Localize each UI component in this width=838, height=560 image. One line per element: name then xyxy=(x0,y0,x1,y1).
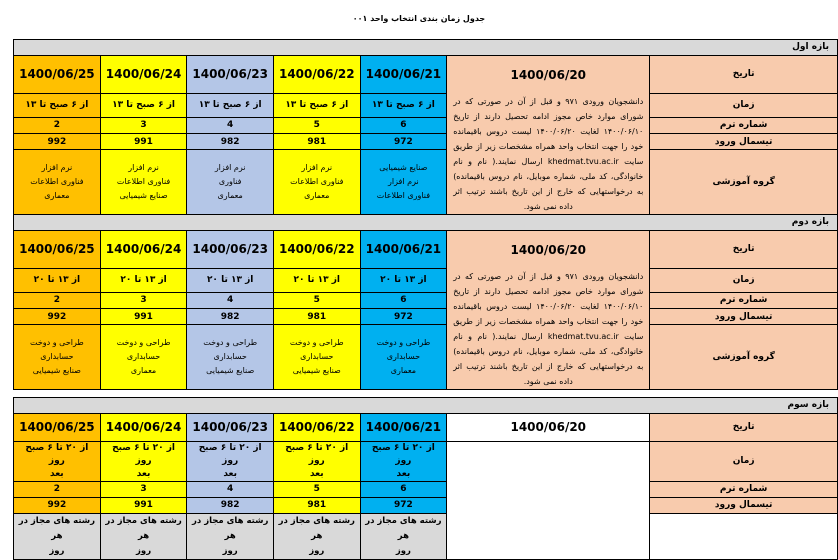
label-term: شماره ترم xyxy=(650,481,838,497)
term-cell: 5 xyxy=(273,292,360,308)
group-name: حسابداری xyxy=(300,351,334,361)
group-name: حسابداری xyxy=(213,351,247,361)
table-row xyxy=(14,133,838,149)
group-name: معماری xyxy=(44,190,70,200)
time-cell: از ۱۳ تا ۲۰ xyxy=(187,268,274,292)
date-cell: 1400/06/23 xyxy=(187,413,274,441)
group-cell xyxy=(360,150,447,214)
term-cell: 3 xyxy=(100,117,187,133)
restrict-line: رشته های مجاز در هر xyxy=(278,515,355,541)
time-cell: از ۱۳ تا ۲۰ xyxy=(273,268,360,292)
term-cell: 5 xyxy=(273,481,360,497)
time-line: از ۲۰ تا ۶ صبح روز xyxy=(25,442,89,466)
label-group: گروه آموزشی xyxy=(650,150,838,214)
period-title: بازه اول xyxy=(14,39,838,55)
restrict-line: روز xyxy=(49,545,65,556)
date-cell: 1400/06/25 xyxy=(14,55,101,93)
group-cell xyxy=(273,325,360,389)
group-name: معماری xyxy=(130,365,157,375)
table-row xyxy=(14,513,838,559)
time-cell: از ۱۳ تا ۲۰ xyxy=(100,268,187,292)
group-name: فناوری اطلاعات xyxy=(116,176,171,186)
restrict-cell xyxy=(187,513,274,559)
time-line: بعد xyxy=(309,468,324,479)
restrict-cell xyxy=(360,513,447,559)
label-entry: تیسمال ورود xyxy=(650,497,838,513)
group-cell xyxy=(187,150,274,214)
table-row xyxy=(14,497,838,513)
group-name: نرم افزار xyxy=(41,162,73,172)
table-row xyxy=(14,55,838,93)
term-cell: 6 xyxy=(360,481,447,497)
date-cell: 1400/06/24 xyxy=(100,55,187,93)
restrict-cell xyxy=(100,513,187,559)
side-notice-text: دانشجویان ورودی ۹۷۱ و قبل از آن در صورتی که در شورای موارد خاص مجوز ادامه تحصیل دارند از تاریخ ۱۴۰۰/۰۶/۱۰ لغایت ۱۴۰۰/۰۶/۲۰ لیست دروس باقیمانده خود را جهت انتخاب واحد همراه مشخصات زیر از طریق سایت khedmat.tvu.ac.ir ارسال نمایند.( نام و نام خانوادگی، کد ملی، شماره موبایل، نام دروس باقیمانده) به درخواستهایی که خارج از این تاریخ باشند ترتیب اثر داده نمی شود. xyxy=(453,271,644,386)
schedule-table xyxy=(13,31,838,560)
entry-cell: 981 xyxy=(273,133,360,149)
group-cell xyxy=(187,325,274,389)
entry-cell: 982 xyxy=(187,308,274,324)
table-row xyxy=(14,93,838,117)
blank-cell xyxy=(447,441,650,559)
time-cell: از ۶ صبح تا ۱۳ xyxy=(273,93,360,117)
time-line: از ۲۰ تا ۶ صبح روز xyxy=(198,442,262,466)
group-name: معماری xyxy=(217,190,243,200)
group-name: نرم افزار xyxy=(388,176,419,186)
group-name: صنایع شیمیایی xyxy=(119,190,168,200)
term-cell: 2 xyxy=(14,117,101,133)
entry-cell: 972 xyxy=(360,497,447,513)
time-cell: از ۶ صبح تا ۱۳ xyxy=(187,93,274,117)
table-row xyxy=(14,413,838,441)
restrict-line: روز xyxy=(222,545,238,556)
restrict-line: رشته های مجاز در هر xyxy=(365,515,442,541)
group-cell xyxy=(100,150,187,214)
group-cell xyxy=(14,150,101,214)
side-date: 1400/06/20 xyxy=(510,67,587,82)
entry-cell: 991 xyxy=(100,308,187,324)
label-entry: تیسمال ورود xyxy=(650,308,838,324)
group-name: صنایع شیمیایی xyxy=(32,365,81,375)
entry-cell: 982 xyxy=(187,497,274,513)
side-panel xyxy=(447,55,650,214)
date-cell: 1400/06/23 xyxy=(187,230,274,268)
time-line: بعد xyxy=(50,468,64,479)
label-entry: تیسمال ورود xyxy=(650,133,838,149)
date-cell: 1400/06/24 xyxy=(100,230,187,268)
time-line: از ۲۰ تا ۶ صبح روز xyxy=(285,442,349,466)
table-row xyxy=(14,268,838,292)
date-cell: 1400/06/22 xyxy=(273,230,360,268)
term-cell: 2 xyxy=(14,481,101,497)
entry-cell: 981 xyxy=(273,308,360,324)
date-cell: 1400/06/21 xyxy=(360,413,447,441)
time-cell: از ۶ صبح تا ۱۳ xyxy=(14,93,101,117)
label-date: تاریخ xyxy=(650,413,838,441)
group-name: حسابداری xyxy=(386,351,421,361)
table-row xyxy=(14,150,838,214)
date-cell: 1400/06/21 xyxy=(360,230,447,268)
gap-cell xyxy=(14,389,838,397)
period-header-row xyxy=(14,397,838,413)
entry-cell: 992 xyxy=(14,308,101,324)
group-name: فناوری اطلاعات xyxy=(30,176,84,186)
group-name: نرم افزار xyxy=(301,162,333,172)
time-cell xyxy=(14,441,101,481)
entry-cell: 981 xyxy=(273,497,360,513)
label-group: گروه آموزشی xyxy=(650,325,838,389)
time-cell xyxy=(360,441,447,481)
restrict-line: رشته های مجاز در هر xyxy=(191,515,269,541)
group-cell xyxy=(360,325,447,389)
entry-cell: 972 xyxy=(360,133,447,149)
entry-cell: 972 xyxy=(360,308,447,324)
group-name: طراحی و دوخت xyxy=(376,337,431,347)
period-title: بازه دوم xyxy=(14,214,838,230)
group-name: نرم افزار xyxy=(214,162,246,172)
time-line: بعد xyxy=(136,468,151,479)
period-header-row xyxy=(14,214,838,230)
restrict-line: رشته های مجاز در هر xyxy=(18,515,96,541)
group-cell xyxy=(100,325,187,389)
restrict-cell xyxy=(14,513,101,559)
group-name: طراحی و دوخت xyxy=(289,337,344,347)
group-name: طراحی و دوخت xyxy=(29,337,84,347)
table-row xyxy=(14,117,838,133)
time-cell xyxy=(273,441,360,481)
time-cell: از ۱۳ تا ۲۰ xyxy=(360,268,447,292)
group-name: طراحی و دوخت xyxy=(116,337,171,347)
period-title: بازه سوم xyxy=(14,397,838,413)
time-cell: از ۶ صبح تا ۱۳ xyxy=(100,93,187,117)
time-line: از ۲۰ تا ۶ صبح روز xyxy=(112,442,176,466)
term-cell: 6 xyxy=(360,117,447,133)
group-name: نرم افزار xyxy=(128,162,159,172)
time-cell xyxy=(100,441,187,481)
side-date: 1400/06/20 xyxy=(447,413,650,441)
restrict-line: روز xyxy=(136,545,152,556)
entry-cell: 992 xyxy=(14,133,101,149)
date-cell: 1400/06/25 xyxy=(14,230,101,268)
entry-cell: 982 xyxy=(187,133,274,149)
table-row xyxy=(14,230,838,268)
group-name: صنایع شیمیایی xyxy=(206,365,255,375)
term-cell: 2 xyxy=(14,292,101,308)
group-cell xyxy=(273,150,360,214)
group-name: حسابداری xyxy=(126,351,161,361)
time-line: بعد xyxy=(396,468,411,479)
group-name: فناوری اطلاعات xyxy=(376,190,431,200)
time-cell: از ۶ صبح تا ۱۳ xyxy=(360,93,447,117)
term-cell: 4 xyxy=(187,117,274,133)
time-cell xyxy=(187,441,274,481)
table-row xyxy=(14,441,838,481)
label-date: تاریخ xyxy=(650,55,838,93)
group-name: فناوری xyxy=(218,176,242,186)
time-line: از ۲۰ تا ۶ صبح روز xyxy=(371,442,435,466)
period-header-row xyxy=(14,39,838,55)
entry-cell: 992 xyxy=(14,497,101,513)
group-name: طراحی و دوخت xyxy=(203,337,258,347)
group-name: فناوری اطلاعات xyxy=(290,176,344,186)
label-date: تاریخ xyxy=(650,230,838,268)
date-cell: 1400/06/25 xyxy=(14,413,101,441)
term-cell: 5 xyxy=(273,117,360,133)
group-cell xyxy=(14,325,101,389)
label-term: شماره ترم xyxy=(650,117,838,133)
entry-cell: 991 xyxy=(100,497,187,513)
empty-label-cell xyxy=(650,513,838,559)
term-cell: 3 xyxy=(100,292,187,308)
restrict-line: روز xyxy=(309,545,325,556)
term-cell: 4 xyxy=(187,292,274,308)
date-cell: 1400/06/21 xyxy=(360,55,447,93)
group-name: معماری xyxy=(390,365,417,375)
side-panel xyxy=(447,230,650,389)
side-notice-text: دانشجویان ورودی ۹۷۱ و قبل از آن در صورتی که در شورای موارد خاص مجوز ادامه تحصیل دارند از تاریخ ۱۴۰۰/۰۶/۱۰ لغایت ۱۴۰۰/۰۶/۲۰ لیست دروس باقیمانده خود را جهت انتخاب واحد همراه مشخصات زیر از طریق سایت khedmat.tvu.ac.ir ارسال نمایند.( نام و نام خانوادگی، کد ملی، شماره موبایل، نام دروس باقیمانده) به درخواستهایی که خارج از این تاریخ باشند ترتیب اثر داده نمی شود. xyxy=(453,96,644,211)
group-name: صنایع شیمیایی xyxy=(379,162,428,172)
label-time: زمان xyxy=(650,268,838,292)
restrict-line: رشته های مجاز در هر xyxy=(105,515,182,541)
entry-cell: 991 xyxy=(100,133,187,149)
side-date: 1400/06/20 xyxy=(510,242,587,257)
restrict-line: روز xyxy=(395,545,411,556)
term-cell: 4 xyxy=(187,481,274,497)
table-row xyxy=(14,325,838,389)
table-row xyxy=(14,292,838,308)
table-row xyxy=(14,481,838,497)
label-time: زمان xyxy=(650,441,838,481)
date-cell: 1400/06/24 xyxy=(100,413,187,441)
group-name: صنایع شیمیایی xyxy=(292,365,341,375)
gap-row xyxy=(14,389,838,397)
label-time: زمان xyxy=(650,93,838,117)
group-name: حسابداری xyxy=(40,351,74,361)
group-name: معماری xyxy=(304,190,330,200)
date-cell: 1400/06/22 xyxy=(273,55,360,93)
page-title: جدول زمان بندی انتخاب واحد ۰۰۱ xyxy=(352,14,486,23)
term-cell: 6 xyxy=(360,292,447,308)
date-cell: 1400/06/23 xyxy=(187,55,274,93)
time-line: بعد xyxy=(223,468,237,479)
date-cell: 1400/06/22 xyxy=(273,413,360,441)
restrict-cell xyxy=(273,513,360,559)
label-term: شماره ترم xyxy=(650,292,838,308)
term-cell: 3 xyxy=(100,481,187,497)
time-cell: از ۱۳ تا ۲۰ xyxy=(14,268,101,292)
table-row xyxy=(14,308,838,324)
